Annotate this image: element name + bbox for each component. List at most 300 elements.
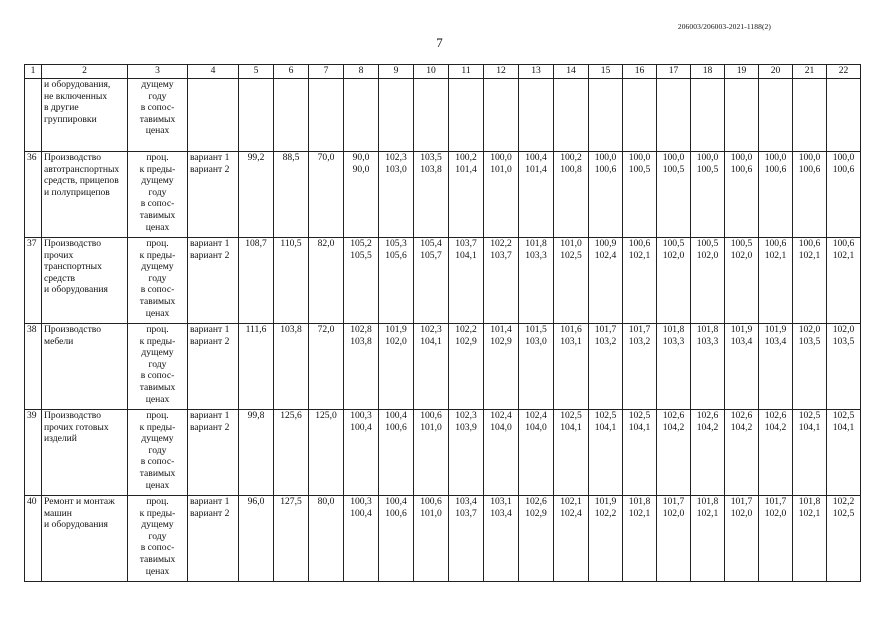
forecast-cell (449, 79, 484, 152)
variant-1-value: 102,3 (455, 410, 477, 421)
unit-line: в сопос- (140, 456, 175, 468)
header-cell: 3 (128, 65, 188, 79)
forecast-cell (379, 496, 414, 582)
forecast-cell (449, 410, 484, 496)
unit-line: в сопос- (140, 102, 175, 114)
unit-line: к преды- (139, 335, 176, 347)
variant-1-value: 100,0 (490, 152, 512, 163)
header-cell: 6 (274, 65, 309, 79)
variant-2-value: 103,4 (490, 507, 512, 519)
name-line: и оборудования (44, 519, 108, 531)
forecast-cell (484, 152, 519, 238)
forecast-cell (827, 410, 861, 496)
unit-line: дущему (141, 347, 174, 359)
forecast-cell (519, 324, 554, 410)
variant-2-value: 103,4 (730, 335, 753, 347)
variant-2-value: 103,2 (594, 335, 617, 347)
header-cell: 4 (188, 65, 239, 79)
name-line: Производство (44, 152, 102, 163)
variant-label: вариант 1 (190, 410, 230, 421)
variant-1-value: 101,7 (764, 496, 787, 507)
forecast-cell (344, 496, 379, 582)
variant-2-value: 102,0 (730, 249, 753, 261)
indicator-name (42, 79, 128, 152)
variant-1-value: 105,4 (420, 238, 442, 249)
variant-1-value: 100,6 (798, 238, 821, 249)
forecast-cell (554, 152, 589, 238)
variant-2-value: 103,5 (832, 335, 855, 347)
variant-label: вариант 1 (190, 496, 230, 507)
unit-line: проц. (146, 410, 169, 421)
variant-1-value: 102,2 (832, 496, 855, 507)
forecast-cell (657, 496, 691, 582)
variant-1-value: 100,3 (350, 410, 372, 421)
forecast-cell (484, 238, 519, 324)
variant-2-value: 101,0 (420, 421, 442, 433)
header-cell: 1 (25, 65, 42, 79)
base-value: 127,5 (274, 496, 309, 582)
forecast-cell (725, 324, 759, 410)
variant-2-value: 104,1 (628, 421, 651, 433)
forecast-cell (691, 79, 725, 152)
unit-of-measure (128, 152, 188, 238)
variant-1-value: 101,9 (730, 324, 753, 335)
variant-1-value: 102,6 (764, 410, 787, 421)
unit-of-measure (128, 238, 188, 324)
base-value: 111,6 (239, 324, 274, 410)
variant-1-value: 102,4 (490, 410, 512, 421)
header-cell: 14 (554, 65, 589, 79)
unit-line: ценах (145, 221, 170, 233)
base-value: 99,8 (239, 410, 274, 496)
unit-line: году (148, 444, 167, 456)
header-cell: 21 (793, 65, 827, 79)
variant-1-value: 100,4 (385, 496, 407, 507)
unit-line: ценах (145, 125, 170, 137)
unit-line: в сопос- (140, 542, 175, 554)
variant-1-value: 100,4 (385, 410, 407, 421)
variant-2-value: 100,8 (560, 163, 582, 175)
forecast-cell (449, 324, 484, 410)
forecast-cell (554, 496, 589, 582)
variant-1-value: 102,6 (662, 410, 685, 421)
variant-2-value: 103,3 (696, 335, 719, 347)
variant-2-value: 102,2 (594, 507, 617, 519)
forecast-cell (519, 496, 554, 582)
unit-line: году (148, 530, 167, 542)
variant-1-value: 101,8 (798, 496, 821, 507)
variant-1-value: 100,0 (696, 152, 719, 163)
variant-2-value: 103,2 (628, 335, 651, 347)
forecast-cell (691, 152, 725, 238)
base-value: 82,0 (309, 238, 344, 324)
forecast-cell (589, 324, 623, 410)
variant-1-value: 101,8 (525, 238, 547, 249)
forecast-cell (379, 79, 414, 152)
name-line: и оборудования, (44, 79, 111, 90)
forecast-cell (344, 324, 379, 410)
forecast-cell (657, 79, 691, 152)
variant-1-value: 101,8 (662, 324, 685, 335)
variant-1-value: 102,0 (798, 324, 821, 335)
name-line: машин (44, 507, 72, 519)
forecast-cell (657, 238, 691, 324)
forecast-cell (793, 410, 827, 496)
forecast-cell (725, 152, 759, 238)
variant-label: вариант 1 (190, 238, 230, 249)
forecast-cell (725, 79, 759, 152)
variant-1-value: 102,2 (455, 324, 477, 335)
name-line: мебели (44, 335, 74, 347)
header-cell: 10 (414, 65, 449, 79)
variant-1-value: 102,5 (798, 410, 821, 421)
header-cell: 19 (725, 65, 759, 79)
variant-2-value: 100,5 (628, 163, 651, 175)
forecast-cell (484, 79, 519, 152)
forecast-cell (827, 152, 861, 238)
unit-line: году (148, 186, 167, 198)
row-number: 38 (25, 324, 42, 410)
variant-1-value: 101,4 (490, 324, 512, 335)
variant-2-value: 102,0 (662, 507, 685, 519)
variant-2-value: 100,6 (594, 163, 617, 175)
forecast-cell (759, 324, 793, 410)
variant-label: вариант 2 (190, 335, 230, 347)
variant-2-value: 100,5 (696, 163, 719, 175)
header-row (25, 65, 861, 79)
variant-2-value: 103,1 (560, 335, 582, 347)
variant-2-value: 100,6 (385, 507, 407, 519)
variant-1-value: 105,2 (350, 238, 372, 249)
variant-2-value: 103,8 (350, 335, 372, 347)
base-value: 125,6 (274, 410, 309, 496)
forecast-cell (623, 152, 657, 238)
variant-1-value: 100,0 (662, 152, 685, 163)
unit-line: проц. (146, 152, 169, 163)
base-value: 99,2 (239, 152, 274, 238)
variant-1-value: 102,6 (696, 410, 719, 421)
forecast-cell (623, 324, 657, 410)
base-value (274, 79, 309, 152)
variant-1-value: 100,2 (455, 152, 477, 163)
unit-of-measure (128, 410, 188, 496)
table-row (25, 152, 861, 238)
forecast-cell (379, 410, 414, 496)
indicator-name (42, 238, 128, 324)
name-line: Производство (44, 324, 102, 335)
variant-2-value: 101,4 (455, 163, 477, 175)
forecast-cell (589, 496, 623, 582)
forecast-cell (589, 152, 623, 238)
forecast-cell (554, 324, 589, 410)
header-cell: 15 (589, 65, 623, 79)
variant-2-value: 102,4 (560, 507, 582, 519)
forecast-cell (759, 152, 793, 238)
forecast-cell (344, 238, 379, 324)
variant-1-value: 100,0 (594, 152, 617, 163)
forecast-cell (725, 238, 759, 324)
forecast-table (24, 64, 861, 582)
variant-1-value: 103,4 (455, 496, 477, 507)
variant-1-value: 100,9 (594, 238, 617, 249)
forecast-cell (414, 496, 449, 582)
row-number (25, 79, 42, 152)
variant-2-value: 103,5 (798, 335, 821, 347)
row-number: 40 (25, 496, 42, 582)
variant-1-value: 102,4 (525, 410, 547, 421)
variant-1-value: 102,5 (560, 410, 582, 421)
unit-line: году (148, 358, 167, 370)
table-row (25, 496, 861, 582)
variant-1-value: 105,3 (385, 238, 407, 249)
variant-1-value: 103,1 (490, 496, 512, 507)
variant-2-value: 100,6 (832, 163, 855, 175)
forecast-cell (623, 496, 657, 582)
forecast-cell (827, 496, 861, 582)
variant-1-value: 102,8 (350, 324, 372, 335)
variant-2-value: 102,0 (730, 507, 753, 519)
unit-line: проц. (146, 324, 169, 335)
header-cell: 2 (42, 65, 128, 79)
unit-line: году (148, 272, 167, 284)
table-row (25, 324, 861, 410)
name-line: средств, прицепов (44, 175, 119, 187)
variant-2-value: 100,6 (764, 163, 787, 175)
variant-2-value: 104,1 (420, 335, 442, 347)
base-value: 72,0 (309, 324, 344, 410)
unit-line: в сопос- (140, 284, 175, 296)
forecast-cell (759, 410, 793, 496)
name-line: и полуприцепов (44, 186, 110, 198)
variant-1-value: 101,7 (730, 496, 753, 507)
header-cell: 11 (449, 65, 484, 79)
variant-1-value: 101,9 (764, 324, 787, 335)
unit-line: ценах (145, 393, 170, 405)
variant-2-value: 104,1 (560, 421, 582, 433)
variant-1-value: 102,1 (560, 496, 582, 507)
unit-of-measure (128, 324, 188, 410)
variant-1-value: 103,7 (455, 238, 477, 249)
forecast-cell (379, 324, 414, 410)
variant-2-value: 103,7 (455, 507, 477, 519)
variant-2-value: 104,2 (662, 421, 685, 433)
forecast-cell (449, 238, 484, 324)
forecast-cell (484, 496, 519, 582)
unit-line: к преды- (139, 421, 176, 433)
variant-2-value: 102,0 (696, 249, 719, 261)
unit-line: дущему (141, 175, 174, 187)
header-cell: 5 (239, 65, 274, 79)
forecast-cell (379, 152, 414, 238)
base-value: 80,0 (309, 496, 344, 582)
name-line: Производство (44, 238, 102, 249)
forecast-cell (484, 410, 519, 496)
forecast-cell (449, 496, 484, 582)
forecast-cell (827, 324, 861, 410)
forecast-cell (691, 410, 725, 496)
unit-line: в сопос- (140, 370, 175, 382)
variant-label: вариант 2 (190, 249, 230, 261)
variant-2-value: 103,3 (525, 249, 547, 261)
variant-1-value: 101,8 (696, 324, 719, 335)
variant-2-value: 102,1 (628, 507, 651, 519)
row-number: 37 (25, 238, 42, 324)
variant-2-value: 103,4 (764, 335, 787, 347)
variant-1-value: 100,0 (730, 152, 753, 163)
base-value: 70,0 (309, 152, 344, 238)
variant-2-value: 102,9 (525, 507, 547, 519)
variant-1-value: 102,0 (832, 324, 855, 335)
variant-2-value: 101,0 (490, 163, 512, 175)
unit-line: тавимых (139, 381, 176, 393)
variant-1-value: 102,2 (490, 238, 512, 249)
base-value: 96,0 (239, 496, 274, 582)
unit-of-measure (128, 79, 188, 152)
variant-label: вариант 2 (190, 163, 230, 175)
base-value: 125,0 (309, 410, 344, 496)
indicator-name (42, 152, 128, 238)
variant-1-value: 101,7 (628, 324, 651, 335)
unit-line: ценах (145, 479, 170, 491)
forecast-cell (414, 79, 449, 152)
header-cell: 18 (691, 65, 725, 79)
variant-1-value: 100,4 (525, 152, 547, 163)
header-cell: 9 (379, 65, 414, 79)
header-cell: 12 (484, 65, 519, 79)
variant-1-value: 102,5 (628, 410, 651, 421)
forecast-cell (449, 152, 484, 238)
name-line: в другие (44, 102, 79, 114)
variant-1-value: 100,0 (764, 152, 787, 163)
variant-1-value: 101,8 (696, 496, 719, 507)
forecast-cell (793, 496, 827, 582)
variant-2-value: 104,2 (730, 421, 753, 433)
name-line: средств (44, 272, 76, 284)
forecast-cell (519, 79, 554, 152)
variant-2-value: 100,5 (662, 163, 685, 175)
base-value: 103,8 (274, 324, 309, 410)
indicator-name (42, 324, 128, 410)
variant-1-value: 101,6 (560, 324, 582, 335)
variant-1-value: 102,3 (420, 324, 442, 335)
table-body (25, 65, 861, 582)
forecast-cell (793, 79, 827, 152)
variant-1-value: 101,0 (560, 238, 582, 249)
name-line: прочих (44, 249, 74, 261)
variant-2-value: 102,1 (798, 249, 821, 261)
unit-line: ценах (145, 307, 170, 319)
variant-2-value: 103,7 (490, 249, 512, 261)
variant-2-value: 104,1 (832, 421, 855, 433)
unit-line: ценах (145, 565, 170, 577)
variant-label: вариант 1 (190, 152, 230, 163)
variant-1-value: 103,5 (420, 152, 442, 163)
variant-2-value: 105,6 (385, 249, 407, 261)
variant-2-value: 105,7 (420, 249, 442, 261)
forecast-cell (414, 152, 449, 238)
variant-1-value: 101,7 (594, 324, 617, 335)
variant-label: вариант 1 (190, 324, 230, 335)
forecast-cell (657, 152, 691, 238)
forecast-cell (793, 324, 827, 410)
unit-line: дущему (141, 433, 174, 445)
variant-2-value: 102,5 (832, 507, 855, 519)
forecast-cell (691, 324, 725, 410)
base-value: 108,7 (239, 238, 274, 324)
row-number: 36 (25, 152, 42, 238)
variant-1-value: 90,0 (352, 152, 370, 163)
indicator-name (42, 496, 128, 582)
forecast-cell (827, 238, 861, 324)
variant-2-value: 104,1 (594, 421, 617, 433)
unit-line: тавимых (139, 113, 176, 125)
name-line: Ремонт и монтаж (44, 496, 115, 507)
variant-labels (188, 79, 239, 152)
variant-2-value: 100,6 (798, 163, 821, 175)
variant-2-value: 105,5 (350, 249, 372, 261)
name-line: группировки (44, 113, 97, 125)
forecast-cell (657, 410, 691, 496)
variant-2-value: 102,5 (560, 249, 582, 261)
unit-line: тавимых (139, 209, 176, 221)
variant-2-value: 104,1 (455, 249, 477, 261)
forecast-cell (827, 79, 861, 152)
variant-1-value: 100,5 (662, 238, 685, 249)
variant-labels (188, 496, 239, 582)
base-value: 88,5 (274, 152, 309, 238)
header-cell: 13 (519, 65, 554, 79)
table-row (25, 79, 861, 152)
forecast-cell (379, 238, 414, 324)
variant-labels (188, 410, 239, 496)
forecast-cell (759, 238, 793, 324)
variant-2-value: 104,0 (525, 421, 547, 433)
forecast-cell (484, 324, 519, 410)
unit-line: к преды- (139, 507, 176, 519)
variant-1-value: 100,0 (798, 152, 821, 163)
variant-2-value: 102,9 (490, 335, 512, 347)
variant-1-value: 102,5 (594, 410, 617, 421)
unit-line: тавимых (139, 467, 176, 479)
variant-2-value: 102,0 (385, 335, 407, 347)
unit-line: дущему (141, 79, 174, 90)
variant-1-value: 100,5 (730, 238, 753, 249)
variant-label: вариант 2 (190, 421, 230, 433)
variant-1-value: 100,0 (832, 152, 855, 163)
variant-1-value: 101,5 (525, 324, 547, 335)
header-cell: 8 (344, 65, 379, 79)
name-line: транспортных (44, 261, 102, 273)
forecast-cell (725, 410, 759, 496)
unit-line: тавимых (139, 295, 176, 307)
forecast-cell (623, 238, 657, 324)
variant-label: вариант 2 (190, 507, 230, 519)
variant-2-value: 103,9 (455, 421, 477, 433)
variant-1-value: 101,7 (662, 496, 685, 507)
forecast-cell (691, 238, 725, 324)
forecast-cell (759, 496, 793, 582)
row-number: 39 (25, 410, 42, 496)
variant-2-value: 102,9 (455, 335, 477, 347)
unit-line: проц. (146, 238, 169, 249)
forecast-cell (623, 410, 657, 496)
unit-line: году (148, 90, 167, 102)
forecast-cell (344, 152, 379, 238)
forecast-cell (793, 152, 827, 238)
forecast-cell (344, 410, 379, 496)
variant-1-value: 100,6 (420, 496, 442, 507)
forecast-cell (589, 238, 623, 324)
